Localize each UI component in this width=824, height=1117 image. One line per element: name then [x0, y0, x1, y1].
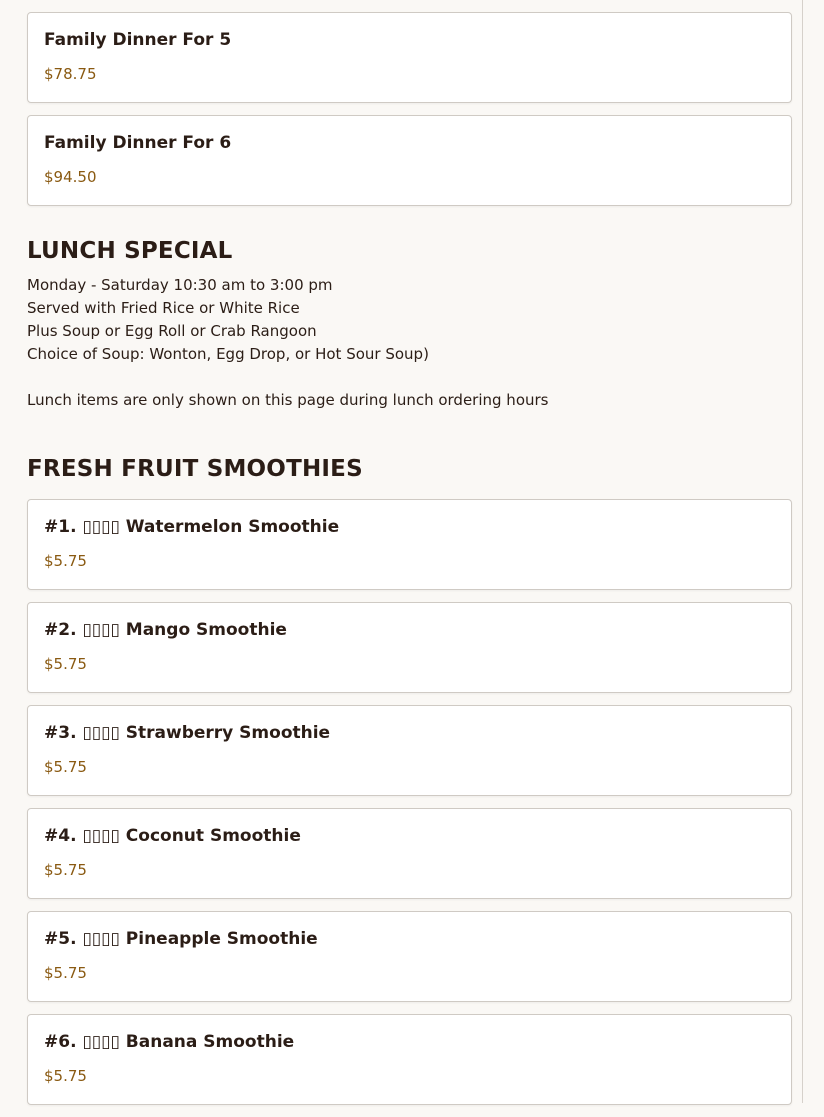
menu-item-name: Family Dinner For 5: [44, 30, 232, 50]
lunch-special-line: Choice of Soup: Wonton, Egg Drop, or Hot Sour Soup): [27, 345, 429, 363]
menu-item-price: $5.75: [44, 655, 87, 673]
menu-item-price: $94.50: [44, 168, 97, 186]
menu-item-price: $5.75: [44, 861, 87, 879]
menu-content: [27, 12, 792, 1117]
menu-item-price: $5.75: [44, 964, 87, 982]
lunch-special-line: Served with Fried Rice or White Rice: [27, 299, 300, 317]
menu-item-name: Family Dinner For 6: [44, 133, 232, 153]
lunch-special-heading: LUNCH SPECIAL: [27, 238, 233, 264]
menu-item-name: #3. ▯▯▯▯ Strawberry Smoothie: [44, 723, 331, 743]
lunch-hours-note: Lunch items are only shown on this page during lunch ordering hours: [27, 391, 549, 409]
menu-item-price: $5.75: [44, 1067, 87, 1085]
menu-item-name: #1. ▯▯▯▯ Watermelon Smoothie: [44, 517, 340, 537]
menu-item-name: #4. ▯▯▯▯ Coconut Smoothie: [44, 826, 301, 846]
menu-item-card[interactable]: [27, 808, 792, 899]
lunch-special-description: [27, 274, 792, 412]
menu-item-price: $78.75: [44, 65, 97, 83]
lunch-special-line: Monday - Saturday 10:30 am to 3:00 pm: [27, 276, 333, 294]
menu-item-card[interactable]: [27, 12, 792, 103]
page-edge-divider: [802, 0, 803, 1103]
menu-item-card[interactable]: [27, 1014, 792, 1105]
lunch-special-line: Plus Soup or Egg Roll or Crab Rangoon: [27, 322, 317, 340]
smoothies-heading: FRESH FRUIT SMOOTHIES: [27, 456, 363, 482]
menu-item-card[interactable]: [27, 911, 792, 1002]
menu-item-name: #5. ▯▯▯▯ Pineapple Smoothie: [44, 929, 318, 949]
menu-item-name: #6. ▯▯▯▯ Banana Smoothie: [44, 1032, 295, 1052]
menu-item-card[interactable]: [27, 705, 792, 796]
menu-item-name: #2. ▯▯▯▯ Mango Smoothie: [44, 620, 287, 640]
menu-item-card[interactable]: [27, 115, 792, 206]
menu-item-card[interactable]: [27, 499, 792, 590]
menu-item-card[interactable]: [27, 602, 792, 693]
menu-item-price: $5.75: [44, 552, 87, 570]
menu-item-price: $5.75: [44, 758, 87, 776]
